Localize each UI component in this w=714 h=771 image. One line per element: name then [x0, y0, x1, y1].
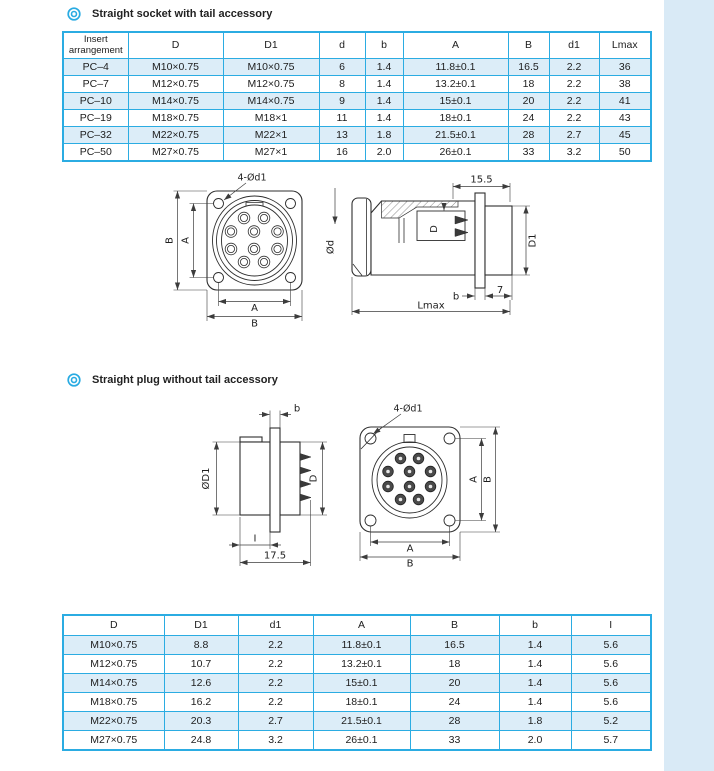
bullseye-icon: [66, 6, 82, 22]
table-cell: 2.2: [549, 110, 599, 127]
table-cell: 2.2: [238, 693, 313, 712]
table-cell: 43: [599, 110, 651, 127]
table-cell: 33: [508, 144, 549, 162]
table-cell: 11.8±0.1: [403, 59, 508, 76]
table-cell: 6: [319, 59, 365, 76]
table-cell: 8.8: [164, 636, 238, 655]
column-header: D1: [164, 615, 238, 636]
table-cell: 1.8: [499, 712, 571, 731]
table-row: [63, 693, 651, 712]
bullseye-icon: [66, 372, 82, 388]
rear-shell: [485, 206, 512, 275]
socket-spec-table: [62, 31, 650, 162]
plug-spec-table: [62, 614, 650, 751]
table-cell: M22×0.75: [63, 712, 164, 731]
hole-callout-label: 4-Ød1: [237, 172, 267, 184]
table-cell: 5.6: [571, 636, 651, 655]
table-cell: M27×0.75: [63, 731, 164, 751]
table-cell: 33: [410, 731, 499, 751]
socket-front-view: [165, 173, 303, 330]
table-cell: 15±0.1: [403, 93, 508, 110]
table-cell: 1.4: [365, 110, 403, 127]
table-row: [63, 93, 651, 110]
table-cell: 11.8±0.1: [313, 636, 410, 655]
table-cell: M18×0.75: [128, 110, 223, 127]
table-cell: 2.0: [365, 144, 403, 162]
table-row: [63, 731, 651, 751]
table-cell: 1.4: [365, 76, 403, 93]
dim-label-OD1: ØD1: [201, 467, 212, 490]
table-row: [63, 712, 651, 731]
contact-pin: [300, 494, 311, 501]
table-cell: M12×0.75: [63, 655, 164, 674]
table-row: [63, 59, 651, 76]
table-cell: 16.5: [508, 59, 549, 76]
dim-label-15-5: 15.5: [470, 174, 493, 186]
dim-label-17-5: 17.5: [263, 550, 287, 562]
table-cell: 5.6: [571, 674, 651, 693]
coupling-nut: [352, 198, 371, 276]
table-cell: 1.4: [499, 655, 571, 674]
table-row: [63, 674, 651, 693]
column-header: D1: [223, 32, 319, 59]
plug-side-view: [200, 404, 327, 567]
column-header: b: [499, 615, 571, 636]
table-row: [63, 127, 651, 144]
table-cell: 11: [319, 110, 365, 127]
socket-drawings: [0, 166, 714, 358]
dim-label-D: D: [308, 474, 320, 483]
table-cell: 8: [319, 76, 365, 93]
table-row: [63, 144, 651, 162]
table-cell: 20: [508, 93, 549, 110]
dim-label-B-bottom: B: [251, 318, 258, 330]
column-header: Insert arrangement: [63, 32, 128, 59]
table-cell: PC–19: [63, 110, 128, 127]
dim-label-A-left: A: [180, 237, 192, 244]
table-cell: 18±0.1: [313, 693, 410, 712]
table-cell: 2.2: [238, 655, 313, 674]
dim-label-B-left: B: [164, 237, 176, 244]
table-cell: 16.5: [410, 636, 499, 655]
table-cell: 13.2±0.1: [403, 76, 508, 93]
table-cell: 45: [599, 127, 651, 144]
table-cell: PC–4: [63, 59, 128, 76]
hole-callout-label: 4-Ød1: [393, 403, 423, 415]
table-cell: 5.7: [571, 731, 651, 751]
body-ridge: [240, 437, 262, 442]
table-cell: PC–7: [63, 76, 128, 93]
table-cell: 28: [410, 712, 499, 731]
table-cell: M14×0.75: [223, 93, 319, 110]
column-header: I: [571, 615, 651, 636]
dim-label-A-bottom: A: [251, 303, 258, 314]
table-cell: 12.6: [164, 674, 238, 693]
section2-title: Straight plug without tail accessory: [92, 374, 278, 386]
table-cell: 1.4: [499, 674, 571, 693]
column-header: Lmax: [599, 32, 651, 59]
table-cell: 41: [599, 93, 651, 110]
dim-label-D-insert: D: [429, 225, 440, 233]
table-row: [63, 110, 651, 127]
dim-label-cable: Ød: [325, 239, 337, 255]
table-row: [63, 76, 651, 93]
table-cell: M10×0.75: [223, 59, 319, 76]
table-cell: 2.2: [549, 59, 599, 76]
table-cell: 24: [410, 693, 499, 712]
table-cell: 15±0.1: [313, 674, 410, 693]
insert-holder: [280, 442, 300, 515]
dim-label-B-bottom: B: [406, 558, 414, 570]
table-header-row: [63, 32, 651, 59]
table-cell: 5.6: [571, 693, 651, 712]
table-cell: 1.4: [499, 693, 571, 712]
table-cell: M18×1: [223, 110, 319, 127]
table-cell: 2.0: [499, 731, 571, 751]
table-cell: 18: [508, 76, 549, 93]
table-cell: 2.2: [238, 674, 313, 693]
column-header: d: [319, 32, 365, 59]
dim-label-b: b: [452, 291, 460, 303]
section2-header: [66, 372, 278, 388]
table-cell: M12×0.75: [128, 76, 223, 93]
table-cell: M10×0.75: [128, 59, 223, 76]
mount-flange-plate: [270, 428, 280, 532]
contact-pin: [300, 467, 311, 474]
mount-flange-plate: [475, 193, 485, 288]
table-cell: 2.7: [238, 712, 313, 731]
table-cell: 2.7: [549, 127, 599, 144]
table-cell: 20.3: [164, 712, 238, 731]
table-cell: M22×0.75: [128, 127, 223, 144]
dim-label-A-right: A: [468, 476, 480, 483]
dim-label-7: 7: [496, 285, 504, 296]
column-header: A: [403, 32, 508, 59]
table-cell: 5.6: [571, 655, 651, 674]
column-header: B: [508, 32, 549, 59]
table-header-row: [63, 615, 651, 636]
table-cell: 1.4: [365, 59, 403, 76]
table-cell: 24: [508, 110, 549, 127]
table-cell: 1.4: [365, 93, 403, 110]
plug-body: [240, 442, 270, 515]
dim-label-I: I: [253, 533, 257, 545]
dim-label-B-right: B: [482, 476, 494, 483]
section1-title: Straight socket with tail accessory: [92, 8, 273, 20]
column-header: d1: [238, 615, 313, 636]
column-header: D: [128, 32, 223, 59]
plug-front-view: [360, 404, 500, 570]
column-header: d1: [549, 32, 599, 59]
table-row: [63, 636, 651, 655]
table-cell: 9: [319, 93, 365, 110]
table-cell: 16.2: [164, 693, 238, 712]
dim-label-A-bottom: A: [406, 543, 414, 555]
dim-label-Lmax: Lmax: [417, 300, 445, 312]
table-cell: 3.2: [238, 731, 313, 751]
table-cell: 24.8: [164, 731, 238, 751]
table-row: [63, 655, 651, 674]
table-cell: 1.8: [365, 127, 403, 144]
table-cell: 16: [319, 144, 365, 162]
table-cell: M22×1: [223, 127, 319, 144]
table-cell: M10×0.75: [63, 636, 164, 655]
table-cell: 13.2±0.1: [313, 655, 410, 674]
table-cell: M14×0.75: [128, 93, 223, 110]
table-cell: 38: [599, 76, 651, 93]
table-cell: 2.2: [238, 636, 313, 655]
table-cell: M12×0.75: [223, 76, 319, 93]
table-cell: 5.2: [571, 712, 651, 731]
section1-header: [66, 6, 272, 22]
table-cell: 2.2: [549, 76, 599, 93]
table-cell: 2.2: [549, 93, 599, 110]
dim-label-b: b: [293, 403, 301, 415]
table-cell: 3.2: [549, 144, 599, 162]
dim-label-D1: D1: [527, 233, 539, 248]
table-cell: M27×1: [223, 144, 319, 162]
table-cell: 50: [599, 144, 651, 162]
table-cell: 18±0.1: [403, 110, 508, 127]
table-cell: PC–50: [63, 144, 128, 162]
table-cell: 21.5±0.1: [313, 712, 410, 731]
table-cell: PC–32: [63, 127, 128, 144]
table-cell: M18×0.75: [63, 693, 164, 712]
table-cell: 26±0.1: [313, 731, 410, 751]
socket-side-view: [325, 175, 539, 316]
column-header: B: [410, 615, 499, 636]
table-cell: 28: [508, 127, 549, 144]
table-cell: 36: [599, 59, 651, 76]
table-cell: 13: [319, 127, 365, 144]
column-header: D: [63, 615, 164, 636]
column-header: b: [365, 32, 403, 59]
plug-drawings: [0, 398, 714, 610]
table-cell: M27×0.75: [128, 144, 223, 162]
page-right-margin-band: [664, 0, 714, 771]
column-header: A: [313, 615, 410, 636]
table-cell: 26±0.1: [403, 144, 508, 162]
table-cell: 21.5±0.1: [403, 127, 508, 144]
table-cell: M14×0.75: [63, 674, 164, 693]
table-cell: 18: [410, 655, 499, 674]
table-cell: PC–10: [63, 93, 128, 110]
table-cell: 1.4: [499, 636, 571, 655]
table-cell: 10.7: [164, 655, 238, 674]
table-cell: 20: [410, 674, 499, 693]
contact-pin: [300, 454, 311, 461]
